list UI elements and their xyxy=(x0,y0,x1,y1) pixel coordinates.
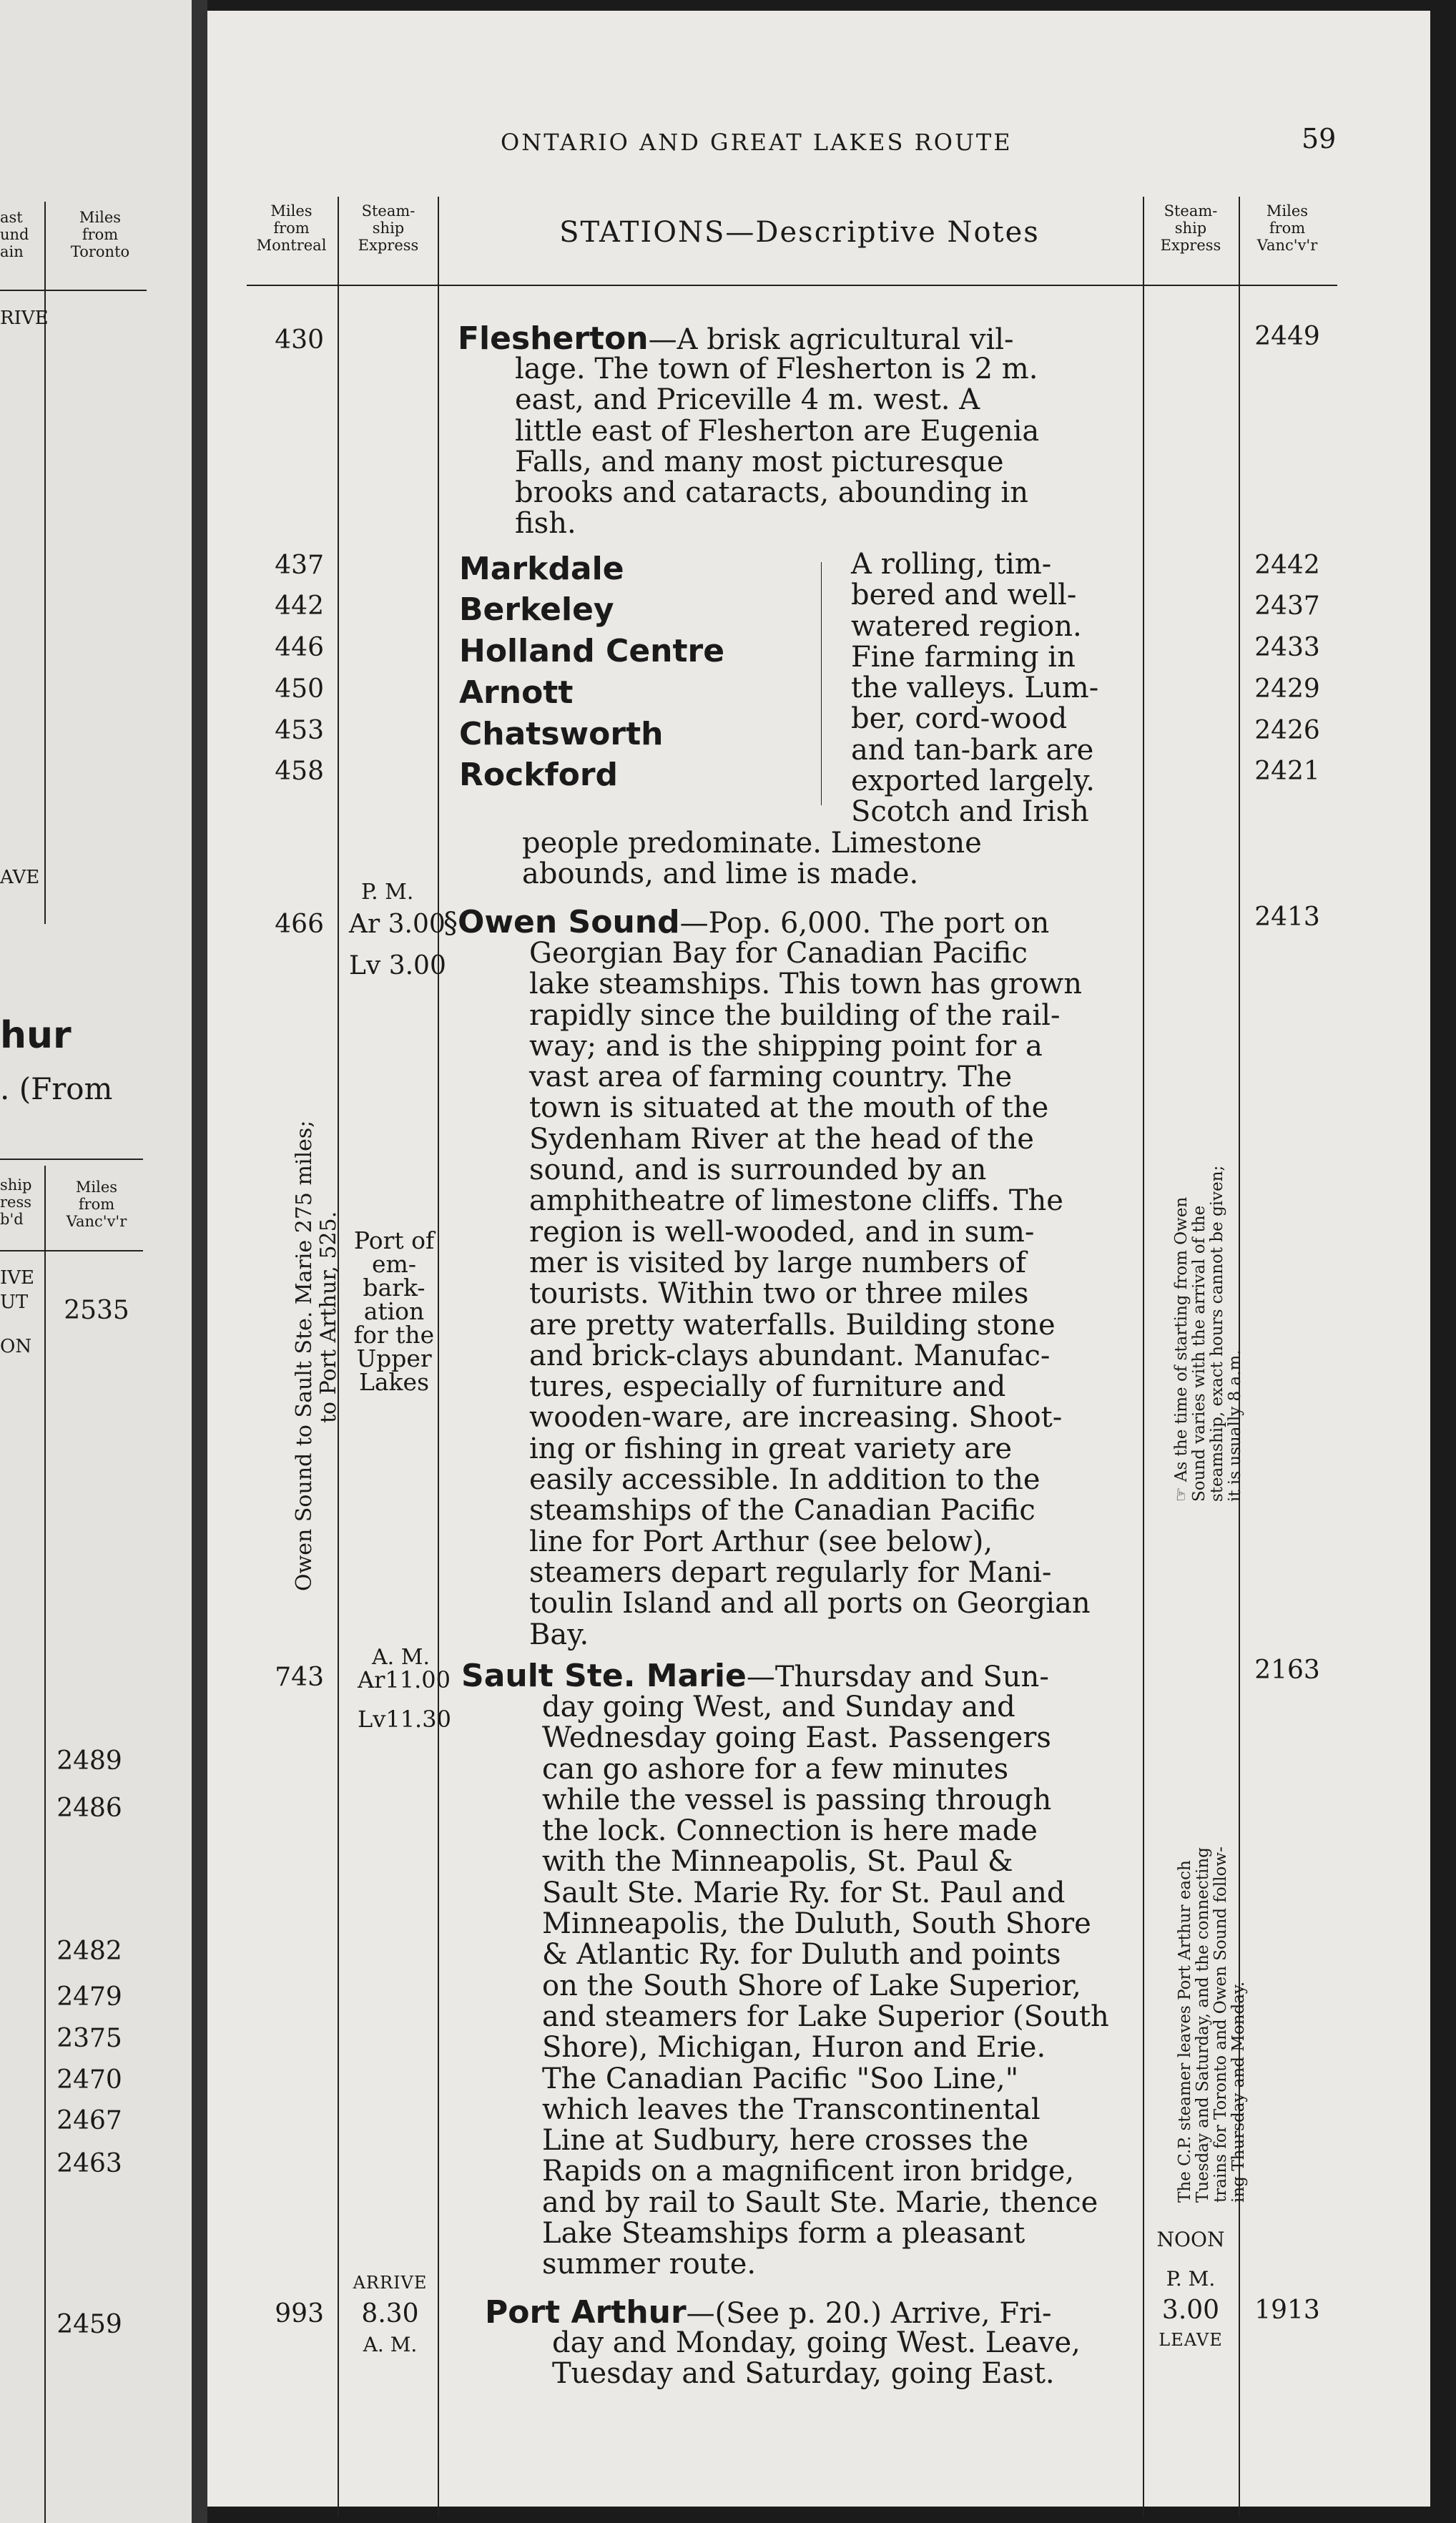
header-text: ain xyxy=(0,243,24,260)
header-text: Miles xyxy=(79,209,122,226)
arrive-time: Ar11.00 xyxy=(358,1666,451,1693)
note-line: with the Minneapolis, St. Paul & xyxy=(542,1845,1013,1879)
miles-montreal: 458 xyxy=(275,757,324,786)
note-line: can go ashore for a few minutes xyxy=(542,1752,1009,1786)
header-text: Miles xyxy=(1266,202,1309,220)
note-line: Lakes xyxy=(358,1368,430,1396)
miles-vancouver: 2163 xyxy=(1254,1656,1320,1685)
left-header-fragment xyxy=(0,209,29,260)
note-line: summer route. xyxy=(542,2248,757,2281)
note-line: rapidly since the building of the rail- xyxy=(529,998,1061,1032)
note-line: are pretty waterfalls. Building stone xyxy=(529,1308,1056,1342)
row-label: IVE xyxy=(0,1267,35,1289)
header-rule xyxy=(0,1159,143,1160)
note-line: and steamers for Lake Superior (South xyxy=(542,2000,1109,2033)
miles-value: 2375 xyxy=(56,2024,122,2053)
note-line: A rolling, tim- xyxy=(851,548,1052,581)
note-line: fish. xyxy=(515,507,576,541)
miles-vancouver: 2433 xyxy=(1254,633,1320,662)
note-line: The Canadian Pacific "Soo Line," xyxy=(542,2062,1019,2095)
page-number: 59 xyxy=(1302,123,1337,154)
header-text: Steam- xyxy=(1164,202,1218,220)
station-name: Berkeley xyxy=(459,591,614,628)
arrive-label: ARRIVE xyxy=(353,2273,428,2293)
note-line: brooks and cataracts, abounding in xyxy=(515,476,1028,510)
note-line: abounds, and lime is made. xyxy=(522,857,919,891)
note-line: Line at Sudbury, here crosses the xyxy=(542,2124,1029,2158)
note-line: ber, cord-wood xyxy=(851,702,1068,736)
miles-vancouver: 2449 xyxy=(1254,322,1320,351)
note-line: amphitheatre of limestone cliffs. The xyxy=(529,1184,1063,1218)
note-line: Georgian Bay for Canadian Pacific xyxy=(529,937,1028,970)
note-line: Sydenham River at the head of the xyxy=(529,1122,1034,1156)
montreal-header xyxy=(247,202,336,254)
header-rule xyxy=(0,290,147,291)
running-title: ONTARIO AND GREAT LAKES ROUTE xyxy=(501,129,1013,156)
note-line: tourists. Within two or three miles xyxy=(529,1277,1029,1311)
note-line: it is usually 8 a.m. xyxy=(1226,1349,1244,1502)
note-line: the valleys. Lum- xyxy=(851,672,1099,705)
note-line: ing Thursday and Monday. xyxy=(1229,1981,1248,2203)
station-name: Markdale xyxy=(459,551,624,587)
note-line: which leaves the Transcontinental xyxy=(542,2092,1041,2126)
leave-label: LEAVE xyxy=(1159,2330,1223,2350)
header-text: from xyxy=(273,220,310,237)
steamship-right-header xyxy=(1144,202,1237,254)
note-line: tures, especially of furniture and xyxy=(529,1370,1006,1404)
port-arthur-entry xyxy=(485,2294,1143,2331)
note-line: line for Port Arthur (see below), xyxy=(529,1525,993,1558)
miles-montreal: 446 xyxy=(275,633,324,662)
note-line: Lake Steamships form a pleasant xyxy=(542,2217,1025,2251)
miles-value: 2482 xyxy=(56,1937,122,1966)
miles-montreal: 453 xyxy=(275,716,324,745)
section-title: hur xyxy=(0,1014,72,1057)
miles-vancouver: 1913 xyxy=(1254,2296,1320,2325)
miles-vancouver: 2421 xyxy=(1254,757,1320,786)
group-rule xyxy=(821,562,822,805)
owen-sound-entry xyxy=(443,904,1112,940)
leave-time: 3.00 xyxy=(1161,2296,1220,2325)
flesherton-entry xyxy=(458,320,1112,357)
miles-vancouver: 2442 xyxy=(1254,551,1320,580)
header-text: und xyxy=(0,226,29,243)
note-line: —(See p. 20.) Arrive, Fri- xyxy=(686,2297,1052,2330)
vancouver-header xyxy=(50,1179,143,1230)
note-line: easily accessible. In addition to the xyxy=(529,1463,1041,1497)
miles-montreal: 450 xyxy=(275,674,324,704)
header-rule xyxy=(0,1250,143,1251)
header-text: ship xyxy=(1174,220,1207,237)
leave-time: Lv 3.00 xyxy=(349,951,446,980)
note-line: lage. The town of Flesherton is 2 m. xyxy=(515,353,1038,385)
note-line: lake steamships. This town has grown xyxy=(529,968,1082,1001)
miles-value: 2467 xyxy=(56,2106,122,2135)
miles-value: 2489 xyxy=(56,1746,122,1776)
time-label: P. M. xyxy=(1166,2267,1216,2291)
note-line: Tuesday and Saturday, and the connecting xyxy=(1194,1847,1212,2203)
sault-text xyxy=(542,1692,1141,2281)
left-page-fragment xyxy=(0,0,192,2523)
miles-vancouver: 2437 xyxy=(1254,591,1320,621)
note-line: for the xyxy=(353,1321,435,1349)
note-line: wooden-ware, are increasing. Shoot- xyxy=(529,1401,1063,1435)
section-subtitle: . (From xyxy=(0,1071,113,1106)
header-text: from xyxy=(78,1196,115,1213)
station-name: Chatsworth xyxy=(459,716,664,752)
note-line: ☞ As the time of starting from Owen xyxy=(1172,1196,1191,1502)
miles-vancouver: 2426 xyxy=(1254,716,1320,745)
note-line: Bay. xyxy=(529,1618,589,1651)
note-line: watered region. xyxy=(851,609,1082,643)
note-line: day going West, and Sunday and xyxy=(542,1691,1015,1723)
note-line: little east of Flesherton are Eugenia xyxy=(515,414,1040,448)
note-line: Wednesday going East. Passengers xyxy=(542,1721,1051,1755)
sault-entry xyxy=(461,1658,1133,1694)
miles-montreal: 743 xyxy=(275,1663,324,1692)
miles-value: 2535 xyxy=(64,1296,129,1325)
note-line: steamers depart regularly for Mani- xyxy=(529,1555,1052,1589)
owen-sound-right-note xyxy=(1173,1166,1244,1502)
note-line: and tan-bark are xyxy=(851,733,1094,767)
header-text: b'd xyxy=(0,1211,24,1228)
note-line: toulin Island and all ports on Georgian xyxy=(529,1587,1091,1620)
note-line: exported largely. xyxy=(851,764,1095,798)
miles-value: 2470 xyxy=(56,2065,122,2095)
port-arthur-text xyxy=(552,2328,1143,2390)
flesherton-text xyxy=(515,354,1112,540)
note-line: while the vessel is passing through xyxy=(542,1783,1052,1816)
header-text: Vanc'v'r xyxy=(66,1213,127,1230)
miles-value: 2459 xyxy=(56,2310,122,2339)
note-line: sound, and is surrounded by an xyxy=(529,1154,987,1187)
note-line: Sault Ste. Marie Ry. for St. Paul and xyxy=(542,1876,1066,1909)
stations-header: STATIONS—Descriptive Notes xyxy=(559,216,1040,249)
miles-value: 2463 xyxy=(56,2149,122,2178)
header-text: Miles xyxy=(270,202,313,220)
note-line: Minneapolis, the Duluth, South Shore xyxy=(542,1907,1091,1941)
note-line: Sound varies with the arrival of the xyxy=(1190,1205,1209,1502)
time-label: P. M. xyxy=(361,880,414,905)
miles-montreal: 437 xyxy=(275,551,324,580)
station-name: Flesherton xyxy=(458,320,649,357)
station-name: Arnott xyxy=(459,674,574,711)
header-text: ress xyxy=(0,1194,32,1211)
time-label: A. M. xyxy=(363,2333,418,2356)
header-text: Vanc'v'r xyxy=(1256,237,1318,254)
note-line: The C.P. steamer leaves Port Arthur each xyxy=(1176,1860,1194,2203)
page-gutter xyxy=(192,0,207,2523)
miles-montreal: 466 xyxy=(275,910,324,939)
section-mark: § xyxy=(443,907,458,940)
column-rule xyxy=(1143,197,1144,2517)
miles-montreal: 442 xyxy=(275,591,324,621)
note-line: mer is visited by large numbers of xyxy=(529,1246,1026,1279)
note-line: people predominate. Limestone xyxy=(522,827,982,860)
note-line: and brick-clays abundant. Manufac- xyxy=(529,1339,1051,1372)
header-text: ast xyxy=(0,209,23,226)
note-line: Rapids on a magnificent iron bridge, xyxy=(542,2155,1075,2188)
note-line: Port of xyxy=(353,1226,435,1254)
header-text: ship xyxy=(0,1176,32,1194)
note-line: and by rail to Sault Ste. Marie, thence xyxy=(542,2185,1098,2219)
leave-time: Lv11.30 xyxy=(358,1706,451,1733)
note-line: region is well-wooded, and in sum- xyxy=(529,1215,1035,1249)
group-note-continued xyxy=(522,828,1112,890)
owen-sound-text xyxy=(529,938,1126,1651)
miles-montreal: 993 xyxy=(275,2299,324,2328)
row-label: UT xyxy=(0,1292,29,1313)
arrive-label: RIVE xyxy=(0,308,49,329)
note-line: day and Monday, going West. Leave, xyxy=(552,2326,1081,2359)
station-name: Sault Ste. Marie xyxy=(461,1658,747,1694)
note-line: way; and is the shipping point for a xyxy=(529,1029,1043,1063)
leave-label: AVE xyxy=(0,867,40,888)
header-text: Toronto xyxy=(70,243,130,260)
note-line: Upper xyxy=(356,1344,432,1372)
row-label: ON xyxy=(0,1336,32,1357)
station-name: Holland Centre xyxy=(459,633,725,669)
header-text: Steam- xyxy=(361,202,415,220)
note-line: east, and Priceville 4 m. west. A xyxy=(515,383,980,417)
header-rule xyxy=(247,285,1337,286)
note-line: trains for Toronto and Owen Sound follow- xyxy=(1211,1846,1230,2203)
note-line: ation xyxy=(363,1297,425,1325)
note-line: ing or fishing in great variety are xyxy=(529,1432,1012,1465)
note-line: Fine farming in xyxy=(851,640,1076,674)
sault-right-note xyxy=(1176,1846,1248,2203)
note-line: —Pop. 6,000. The port on xyxy=(679,907,1050,940)
miles-montreal: 430 xyxy=(275,325,324,355)
note-line: —Thursday and Sun- xyxy=(746,1661,1049,1693)
miles-vancouver: 2413 xyxy=(1254,903,1320,932)
time-label: A. M. xyxy=(372,1645,430,1670)
steamship-left-header xyxy=(342,202,435,254)
note-line: & Atlantic Ry. for Duluth and points xyxy=(542,1938,1061,1972)
header-text: from xyxy=(82,226,119,243)
miles-vancouver: 2429 xyxy=(1254,674,1320,704)
note-line: Tuesday and Saturday, going East. xyxy=(552,2357,1055,2391)
header-text: Express xyxy=(358,237,419,254)
note-line: Shore), Michigan, Huron and Erie. xyxy=(542,2031,1046,2065)
note-line: Falls, and many most picturesque xyxy=(515,445,1004,478)
note-line: bered and well- xyxy=(851,579,1077,612)
port-of-embarkation-note xyxy=(352,1226,436,1396)
header-text: Miles xyxy=(75,1179,118,1196)
header-text: Express xyxy=(1160,237,1221,254)
arrive-time: 8.30 xyxy=(361,2299,419,2328)
group-note xyxy=(851,549,1112,828)
note-line: the lock. Connection is here made xyxy=(542,1814,1038,1848)
note-line: steamship, exact hours cannot be given; xyxy=(1208,1165,1226,1502)
noon-label: NOON xyxy=(1156,2228,1225,2251)
note-line: on the South Shore of Lake Superior, xyxy=(542,1969,1081,2002)
note-line: Scotch and Irish xyxy=(851,795,1089,829)
header-text: ship xyxy=(372,220,405,237)
column-rule xyxy=(438,197,439,2517)
vancouver-header xyxy=(1241,202,1334,254)
note-line: —A brisk agricultural vil- xyxy=(648,323,1014,356)
header-text: Montreal xyxy=(256,237,327,254)
left-lower-header xyxy=(0,1176,39,1228)
note-line: bark- xyxy=(363,1274,426,1302)
toronto-header xyxy=(50,209,150,260)
note-line: town is situated at the mouth of the xyxy=(529,1091,1049,1125)
note-line: em- xyxy=(372,1250,416,1278)
miles-value: 2486 xyxy=(56,1794,122,1823)
station-name: Port Arthur xyxy=(485,2294,687,2331)
station-name: Owen Sound xyxy=(458,904,680,940)
station-name: Rockford xyxy=(459,757,619,793)
vertical-distance-note: to Port Arthur, 525. xyxy=(316,1211,341,1423)
header-text: from xyxy=(1269,220,1306,237)
vertical-distance-note: Owen Sound to Sault Ste. Marie 275 miles; xyxy=(292,1120,317,1591)
note-line: vast area of farming country. The xyxy=(529,1061,1013,1094)
note-line: steamships of the Canadian Pacific xyxy=(529,1494,1036,1528)
miles-value: 2479 xyxy=(56,1982,122,2012)
arrive-time: Ar 3.00 xyxy=(349,910,446,939)
